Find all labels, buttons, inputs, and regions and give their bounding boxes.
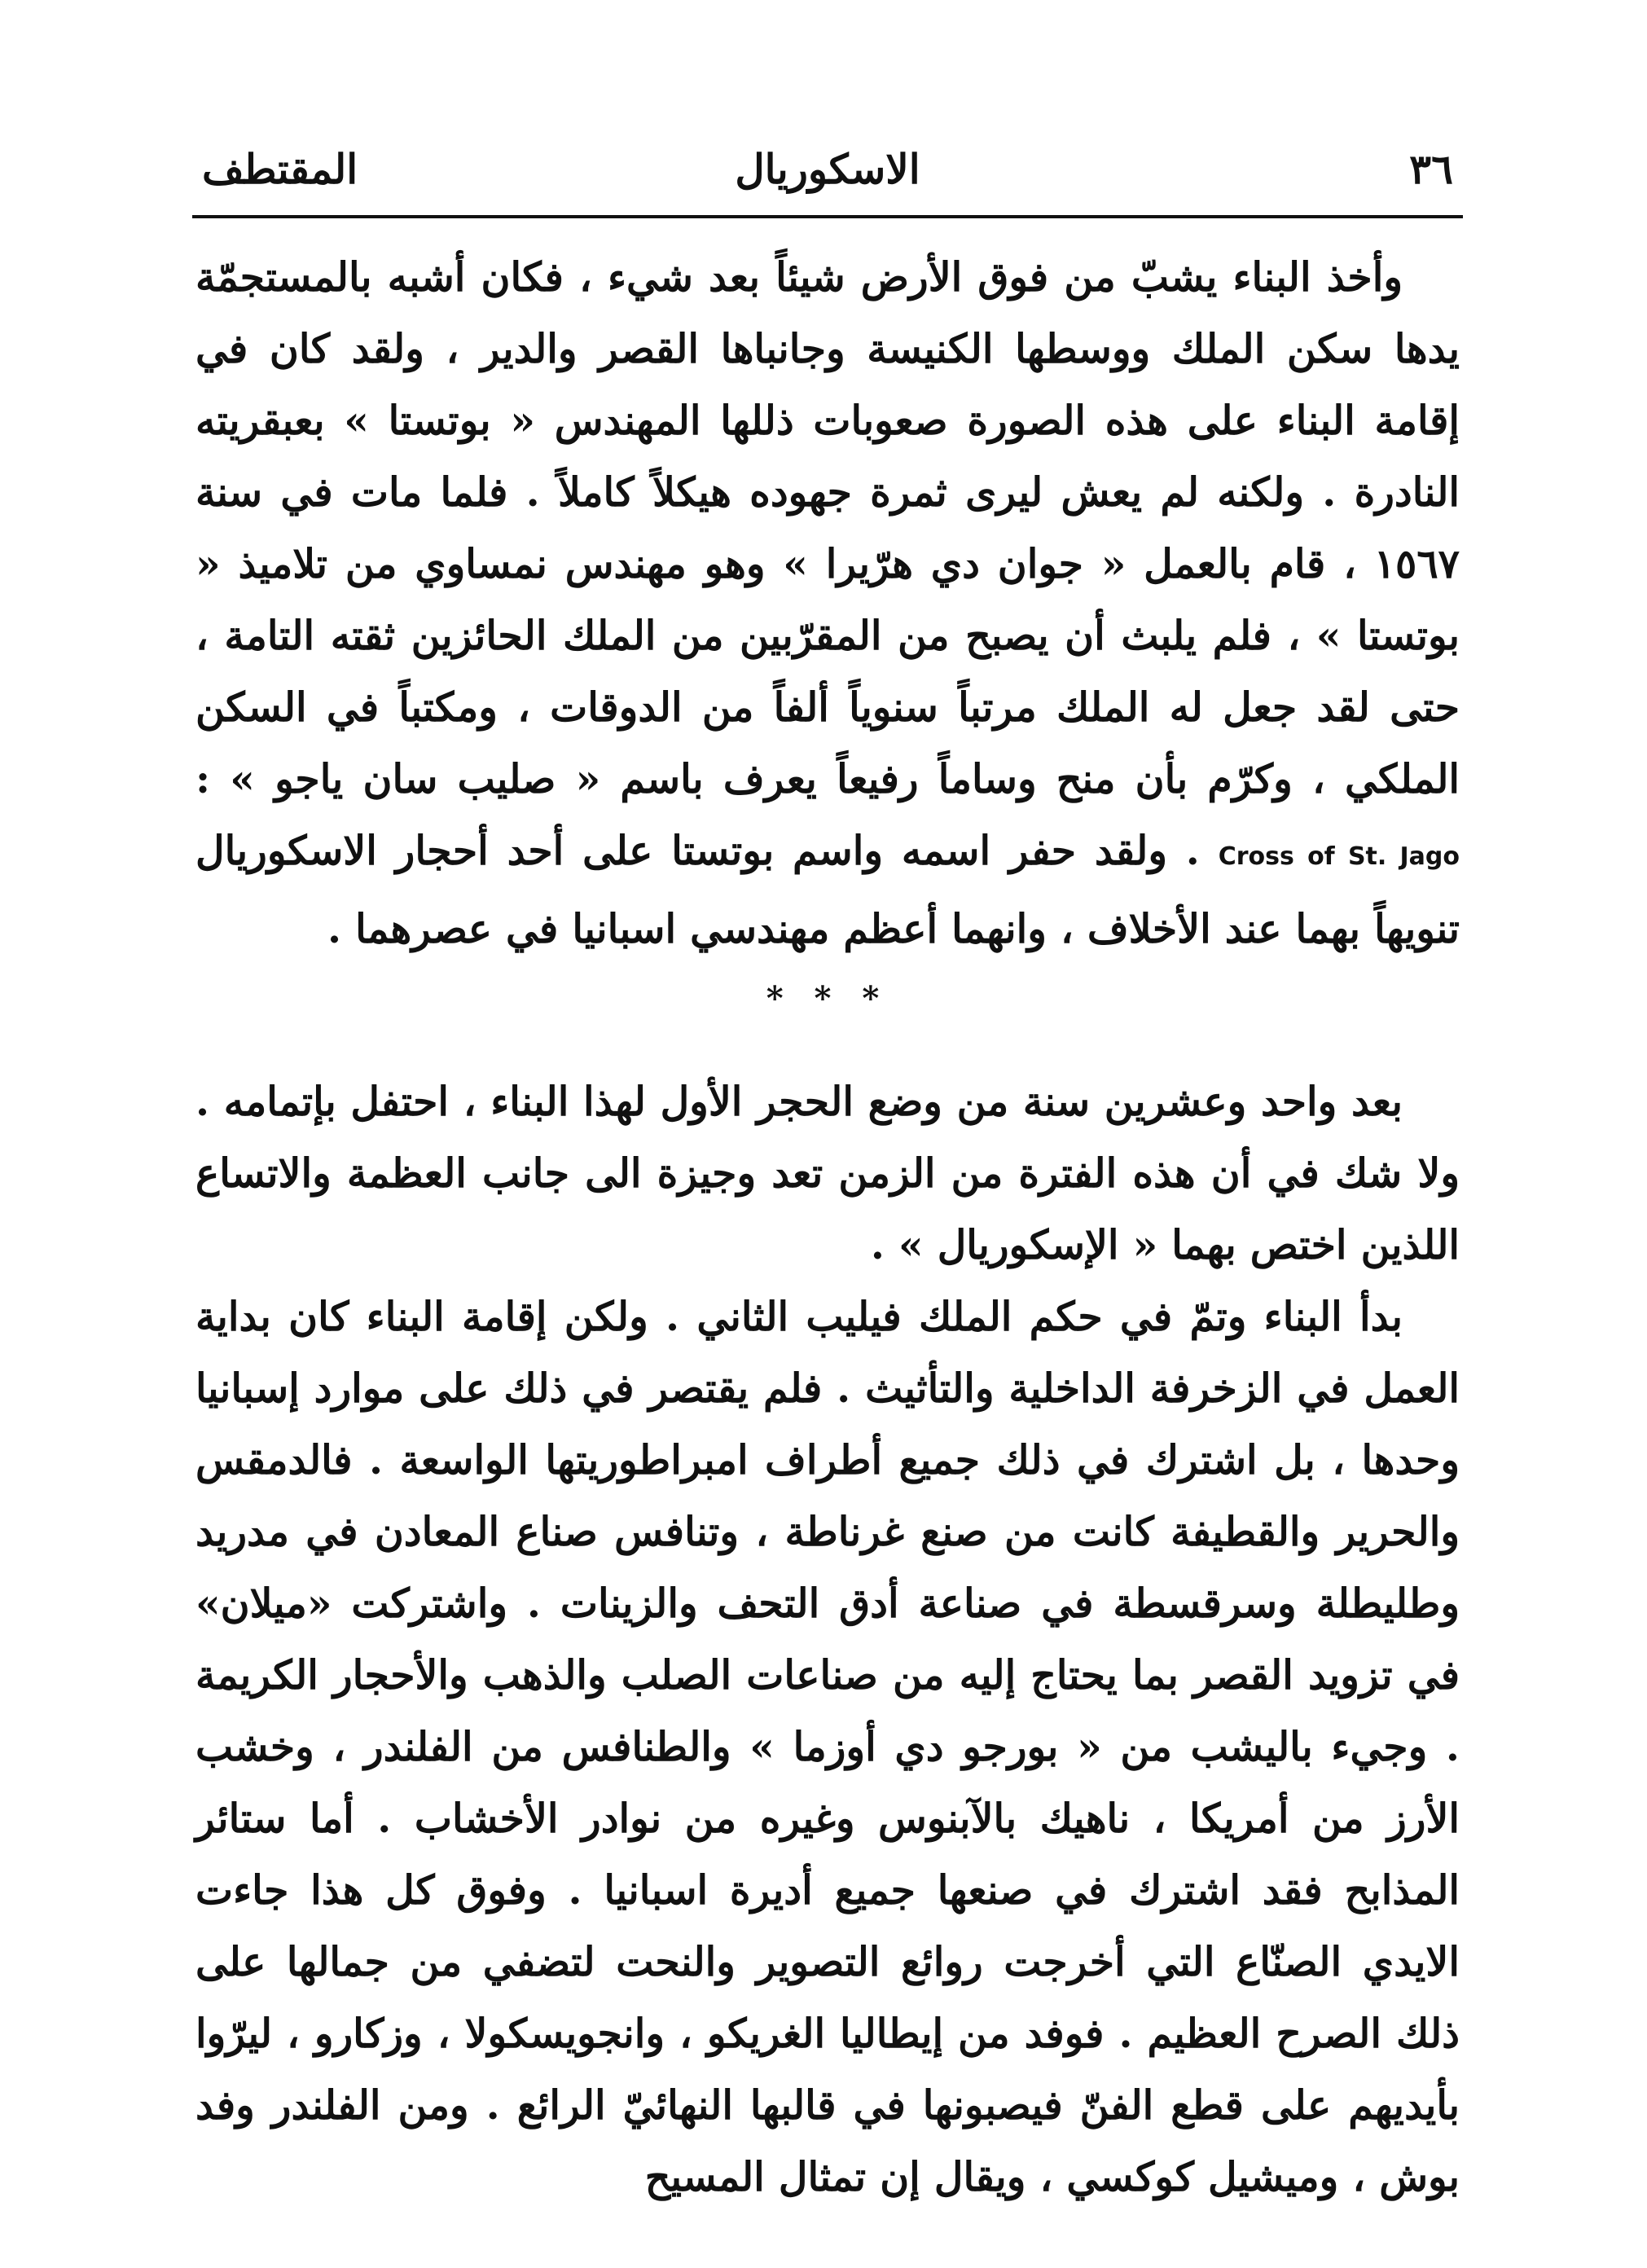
paragraph-text: وأخذ البناء يشبّ من فوق الأرض شيئاً بعد شيء ، فكان أشبه بالمستجمّة يدها سكن الملك ووسطها الكنيسة وجانباها القصر والدير ، ولقد كان في إقامة البناء على هذه الصورة صعوبات ذللها المهندس « بوتستا » بعبقريته النادرة . ولكنه لم يعش ليرى ثمرة جهوده هيكلاً كاملاً . فلما مات في سنة ١٥٦٧ ، قام بالعمل « جوان دي هرّيرا » وهو مهندس نمساوي من تلاميذ « بوتستا » ، فلم يلبث أن يصبح من المقرّبين من الملك الحائزين ثقته التامة ، حتى لقد جعل له الملك مرتباً سنوياً ألفاً من الدوقات ، ومكتباً في السكن الملكي ، وكرّم بأن منح وساماً رفيعاً يعرف باسم « صليب سان ياجو » : [195,253,1460,802]
running-title: الاسكوريال [735,145,920,193]
page-number: ٣٦ [1409,145,1453,193]
page-header [194,137,1461,202]
journal-name: المقتطف [202,145,358,193]
section-separator: * * * [766,979,889,1018]
paragraph-text: . ولقد حفر اسمه واسم بوتستا على أحد أحجار الاسكوريال تنويهاً بهما عند الأخلاف ، وانهما أعظم مهندسي اسبانيا في عصرهما . [195,827,1460,952]
latin-term: Cross of St. Jago [1218,842,1460,871]
body-text [195,241,1460,2213]
paragraph-construction [195,241,1460,965]
paragraph-completion: بعد واحد وعشرين سنة من وضع الحجر الأول لهذا البناء ، احتفل بإتمامه . ولا شك في أن هذه الفترة من الزمن تعد وجيزة الى جانب العظمة والاتساع اللذين اختص بهما « الإسكوريال » . [195,1078,1460,1268]
paragraph-decoration: بدأ البناء وتمّ في حكم الملك فيليب الثاني . ولكن إقامة البناء كان بداية العمل في الزخرفة الداخلية والتأثيث . فلم يقتصر في ذلك على موارد إسبانيا وحدها ، بل اشترك في ذلك جميع أطراف امبراطوريتها الواسعة . فالدمقس والحرير والقطيفة كانت من صنع غرناطة ، وتنافس صناع المعادن في مدريد وطليطلة وسرقسطة في صناعة أدق التحف والزينات . واشتركت «ميلان» في تزويد القصر بما يحتاج إليه من صناعات الصلب والذهب والأحجار الكريمة . وجيء باليشب من « بورجو دي أوزما » والطنافس من الفلندر ، وخشب الأرز من أمريكا ، ناهيك بالآبنوس وغيره من نوادر الأخشاب . أما ستائر المذابح فقد اشترك في صنعها جميع أديرة اسبانيا . وفوق كل هذا جاءت الايدي الصنّاع التي أخرجت روائع التصوير والنحت لتضفي من جمالها على ذلك الصرح العظيم . فوفد من إيطاليا الغريكو ، وانجويسكولا ، وزكارو ، ليرّوا بأيديهم على قطع الفنّ فيصبونها في قالبها النهائيّ الرائع . ومن الفلندر وفد بوش ، وميشيل كوكسي ، ويقال إن تمثال المسيح [195,1293,1460,2200]
header-rule [192,215,1463,218]
